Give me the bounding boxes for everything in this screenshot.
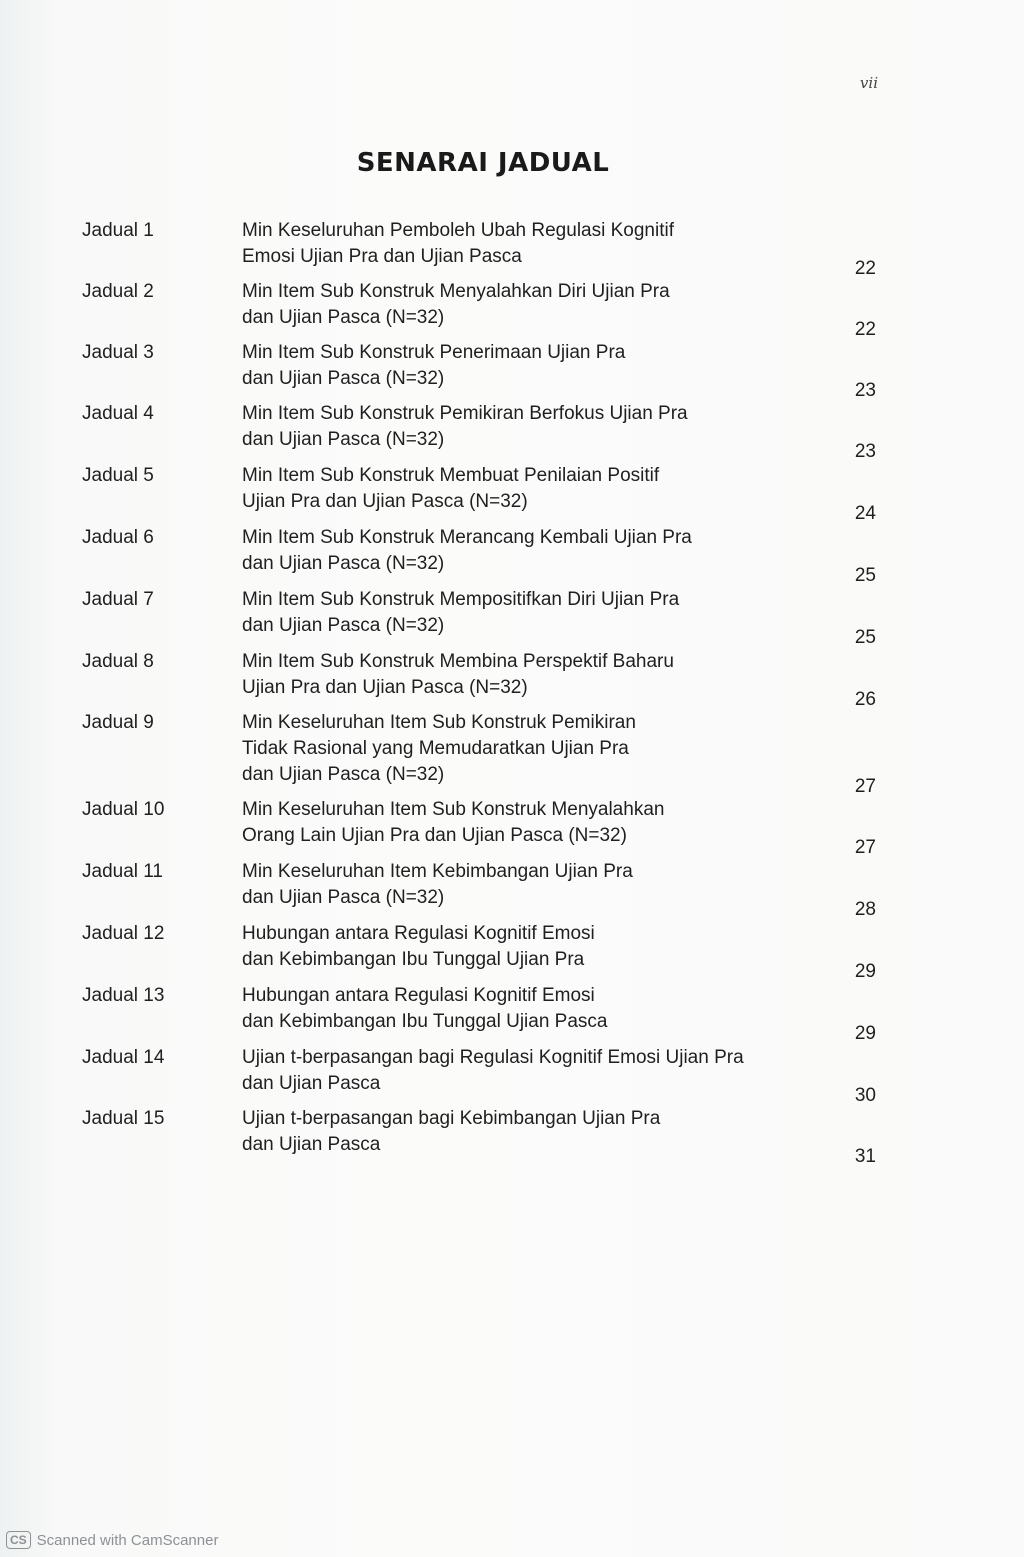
caption-line: dan Ujian Pasca (N=32) xyxy=(242,429,445,450)
entry-caption xyxy=(242,218,842,270)
entry-page-number: 27 xyxy=(854,776,876,797)
caption-line: Ujian Pra dan Ujian Pasca (N=32) xyxy=(242,677,528,698)
caption-line: Ujian Pra dan Ujian Pasca (N=32) xyxy=(242,491,528,512)
caption-line: dan Kebimbangan Ibu Tunggal Ujian Pra xyxy=(242,949,585,970)
entry-page-number: 29 xyxy=(854,961,876,982)
entry-caption xyxy=(242,340,842,392)
entry-page-number: 25 xyxy=(854,627,876,648)
watermark-text: Scanned with CamScanner xyxy=(36,1531,219,1549)
entry-label: Jadual 14 xyxy=(82,1047,165,1068)
entry-label: Jadual 15 xyxy=(82,1108,165,1129)
entry-page-number: 22 xyxy=(854,258,876,279)
entry-caption xyxy=(242,859,842,911)
caption-line: dan Ujian Pasca (N=32) xyxy=(242,615,445,636)
scanner-watermark xyxy=(6,1531,218,1549)
page-number: vii xyxy=(859,74,878,92)
entry-label: Jadual 11 xyxy=(82,861,163,882)
caption-line: Min Keseluruhan Item Sub Konstruk Pemikiran xyxy=(242,712,636,733)
caption-line: dan Ujian Pasca xyxy=(242,1134,381,1155)
entry-label: Jadual 3 xyxy=(82,342,154,363)
entry-page-number: 26 xyxy=(854,689,876,710)
entry-page-number: 25 xyxy=(854,565,876,586)
entry-page-number: 23 xyxy=(854,380,876,401)
caption-line: dan Ujian Pasca (N=32) xyxy=(242,368,445,389)
page-title: SENARAI JADUAL xyxy=(356,148,610,178)
caption-line: Emosi Ujian Pra dan Ujian Pasca xyxy=(242,246,522,267)
caption-line: dan Ujian Pasca (N=32) xyxy=(242,553,445,574)
entry-page-number: 28 xyxy=(854,899,876,920)
entry-caption xyxy=(242,1106,842,1158)
entry-label: Jadual 4 xyxy=(82,403,154,424)
caption-line: Min Keseluruhan Item Sub Konstruk Menyalahkan xyxy=(242,799,665,820)
entry-caption xyxy=(242,797,842,849)
entry-label: Jadual 6 xyxy=(82,527,154,548)
entry-caption xyxy=(242,279,842,331)
caption-line: Min Item Sub Konstruk Membina Perspektif Baharu xyxy=(242,651,674,672)
caption-line: dan Ujian Pasca (N=32) xyxy=(242,307,445,328)
caption-line: Tidak Rasional yang Memudaratkan Ujian Pra xyxy=(242,738,629,759)
entry-caption xyxy=(242,587,842,639)
entry-caption xyxy=(242,710,842,788)
caption-line: dan Ujian Pasca (N=32) xyxy=(242,764,445,785)
entry-page-number: 22 xyxy=(854,319,876,340)
entry-caption xyxy=(242,921,842,973)
entry-page-number: 27 xyxy=(854,837,876,858)
entry-page-number: 23 xyxy=(854,441,876,462)
entry-label: Jadual 1 xyxy=(82,220,154,241)
entry-caption xyxy=(242,649,842,701)
caption-line: dan Ujian Pasca (N=32) xyxy=(242,887,445,908)
entry-label: Jadual 7 xyxy=(82,589,154,610)
caption-line: Min Item Sub Konstruk Membuat Penilaian Positif xyxy=(242,465,660,486)
entry-page-number: 30 xyxy=(854,1085,876,1106)
caption-line: dan Ujian Pasca xyxy=(242,1073,381,1094)
caption-line: dan Kebimbangan Ibu Tunggal Ujian Pasca xyxy=(242,1011,608,1032)
caption-line: Ujian t-berpasangan bagi Regulasi Kognitif Emosi Ujian Pra xyxy=(242,1047,744,1068)
entry-caption xyxy=(242,525,842,577)
entry-caption xyxy=(242,1045,842,1097)
entry-label: Jadual 8 xyxy=(82,651,154,672)
entry-caption xyxy=(242,401,842,453)
caption-line: Ujian t-berpasangan bagi Kebimbangan Ujian Pra xyxy=(242,1108,661,1129)
caption-line: Min Item Sub Konstruk Pemikiran Berfokus Ujian Pra xyxy=(242,403,688,424)
entry-label: Jadual 10 xyxy=(82,799,165,820)
entry-page-number: 31 xyxy=(854,1146,876,1167)
entry-label: Jadual 13 xyxy=(82,985,165,1006)
caption-line: Min Item Sub Konstruk Merancang Kembali Ujian Pra xyxy=(242,527,692,548)
caption-line: Orang Lain Ujian Pra dan Ujian Pasca (N=32) xyxy=(242,825,627,846)
caption-line: Hubungan antara Regulasi Kognitif Emosi xyxy=(242,985,595,1006)
entry-label: Jadual 5 xyxy=(82,465,154,486)
camscanner-logo-icon: CS xyxy=(6,1531,31,1549)
entry-page-number: 24 xyxy=(854,503,876,524)
caption-line: Hubungan antara Regulasi Kognitif Emosi xyxy=(242,923,595,944)
entry-page-number: 29 xyxy=(854,1023,876,1044)
caption-line: Min Item Sub Konstruk Mempositifkan Diri Ujian Pra xyxy=(242,589,680,610)
caption-line: Min Item Sub Konstruk Menyalahkan Diri Ujian Pra xyxy=(242,281,670,302)
caption-line: Min Item Sub Konstruk Penerimaan Ujian Pra xyxy=(242,342,626,363)
entry-label: Jadual 12 xyxy=(82,923,165,944)
entry-label: Jadual 2 xyxy=(82,281,154,302)
entry-label: Jadual 9 xyxy=(82,712,154,733)
caption-line: Min Keseluruhan Item Kebimbangan Ujian Pra xyxy=(242,861,633,882)
entry-caption xyxy=(242,463,842,515)
caption-line: Min Keseluruhan Pemboleh Ubah Regulasi Kognitif xyxy=(242,220,674,241)
entry-caption xyxy=(242,983,842,1035)
